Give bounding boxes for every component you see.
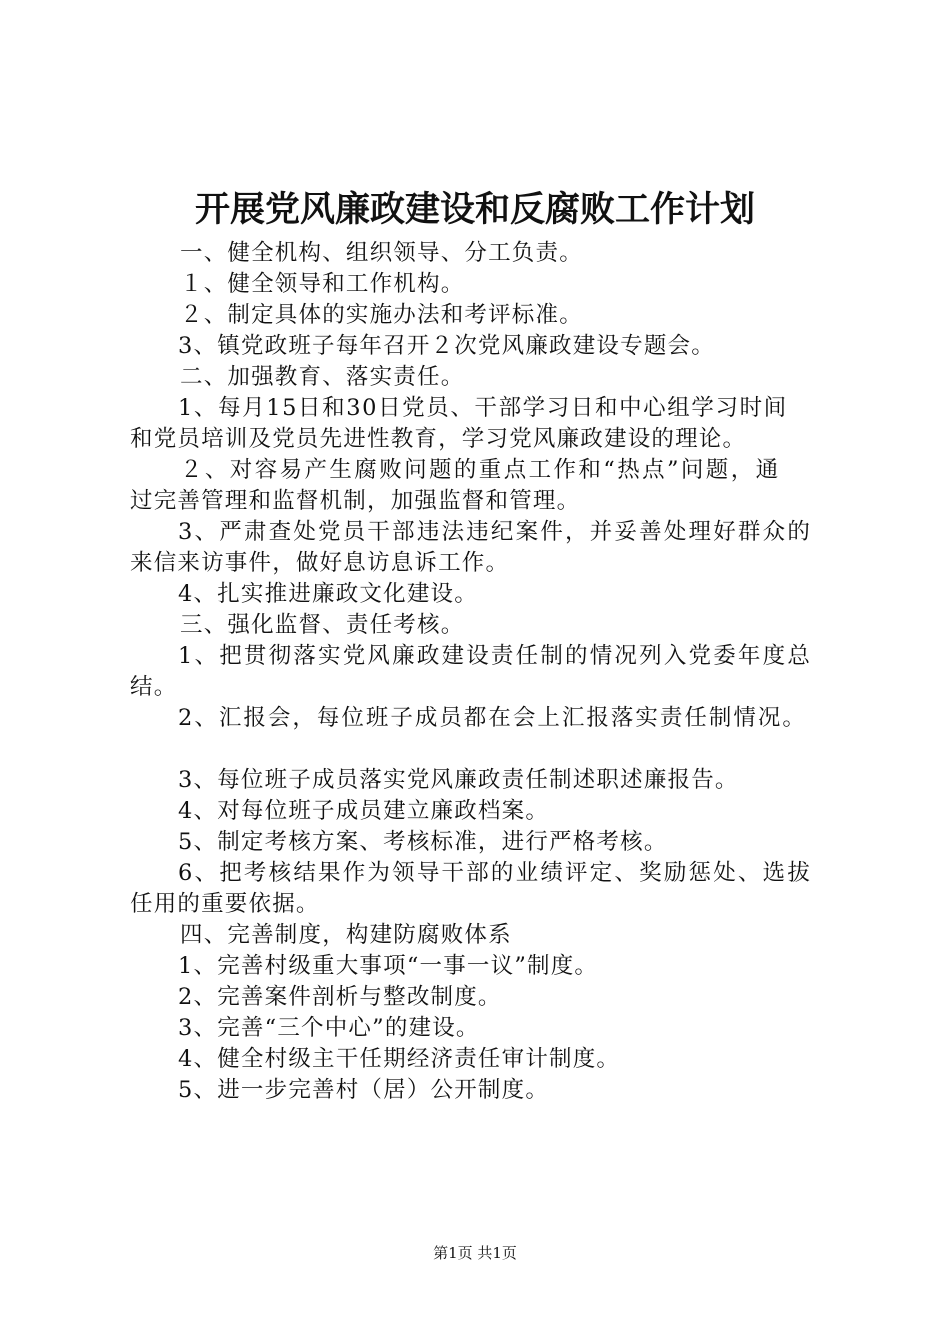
body-line-25: 3、完善“三个中心”的建设。 bbox=[178, 1015, 480, 1041]
document-title: 开展党风廉政建设和反腐败工作计划 bbox=[194, 189, 755, 230]
body-line-13: 三、强化监督、责任考核。 bbox=[180, 612, 465, 638]
body-line-5: 二、加强教育、落实责任。 bbox=[180, 364, 465, 390]
body-line-3: ２、制定具体的实施办法和考评标准。 bbox=[180, 302, 583, 328]
body-line-19: 5、制定考核方案、考核标准，进行严格考核。 bbox=[178, 829, 668, 855]
body-line-16: 2、汇报会，每位班子成员都在会上汇报落实责任制情况。 bbox=[178, 705, 807, 731]
body-line-15: 结。 bbox=[130, 674, 178, 700]
body-line-2: １、健全领导和工作机构。 bbox=[180, 271, 465, 297]
body-line-21: 任用的重要依据。 bbox=[130, 891, 320, 917]
body-line-24: 2、完善案件剖析与整改制度。 bbox=[178, 984, 502, 1010]
body-line-17: 3、每位班子成员落实党风廉政责任制述职述廉报告。 bbox=[178, 767, 739, 793]
body-line-10: 3、严肃查处党员干部违法违纪案件，并妥善处理好群众的 bbox=[178, 519, 813, 545]
body-line-1: 一、健全机构、组织领导、分工负责。 bbox=[180, 240, 583, 266]
body-line-23: 1、完善村级重大事项“一事一议”制度。 bbox=[178, 953, 599, 979]
body-line-18: 4、对每位班子成员建立廉政档案。 bbox=[178, 798, 550, 824]
body-line-26: 4、健全村级主干任期经济责任审计制度。 bbox=[178, 1046, 621, 1072]
body-line-27: 5、进一步完善村（居）公开制度。 bbox=[178, 1077, 550, 1103]
body-line-8: ２、对容易产生腐败问题的重点工作和“热点”问题，通 bbox=[180, 457, 781, 483]
body-line-12: 4、扎实推进廉政文化建设。 bbox=[178, 581, 478, 607]
body-line-9: 过完善管理和监督机制，加强监督和管理。 bbox=[130, 488, 581, 514]
body-line-20: 6、把考核结果作为领导干部的业绩评定、奖励惩处、选拔 bbox=[178, 860, 813, 886]
body-line-4: 3、镇党政班子每年召开２次党风廉政建设专题会。 bbox=[178, 333, 715, 359]
body-line-6: 1、每月15日和30日党员、干部学习日和中心组学习时间 bbox=[178, 395, 788, 421]
body-line-14: 1、把贯彻落实党风廉政建设责任制的情况列入党委年度总 bbox=[178, 643, 813, 669]
body-line-7: 和党员培训及党员先进性教育，学习党风廉政建设的理论。 bbox=[130, 426, 747, 452]
body-line-11: 来信来访事件，做好息访息诉工作。 bbox=[130, 550, 510, 576]
body-line-22: 四、完善制度，构建防腐败体系 bbox=[180, 922, 512, 948]
page-footer: 第1页 共1页 bbox=[433, 1244, 517, 1262]
